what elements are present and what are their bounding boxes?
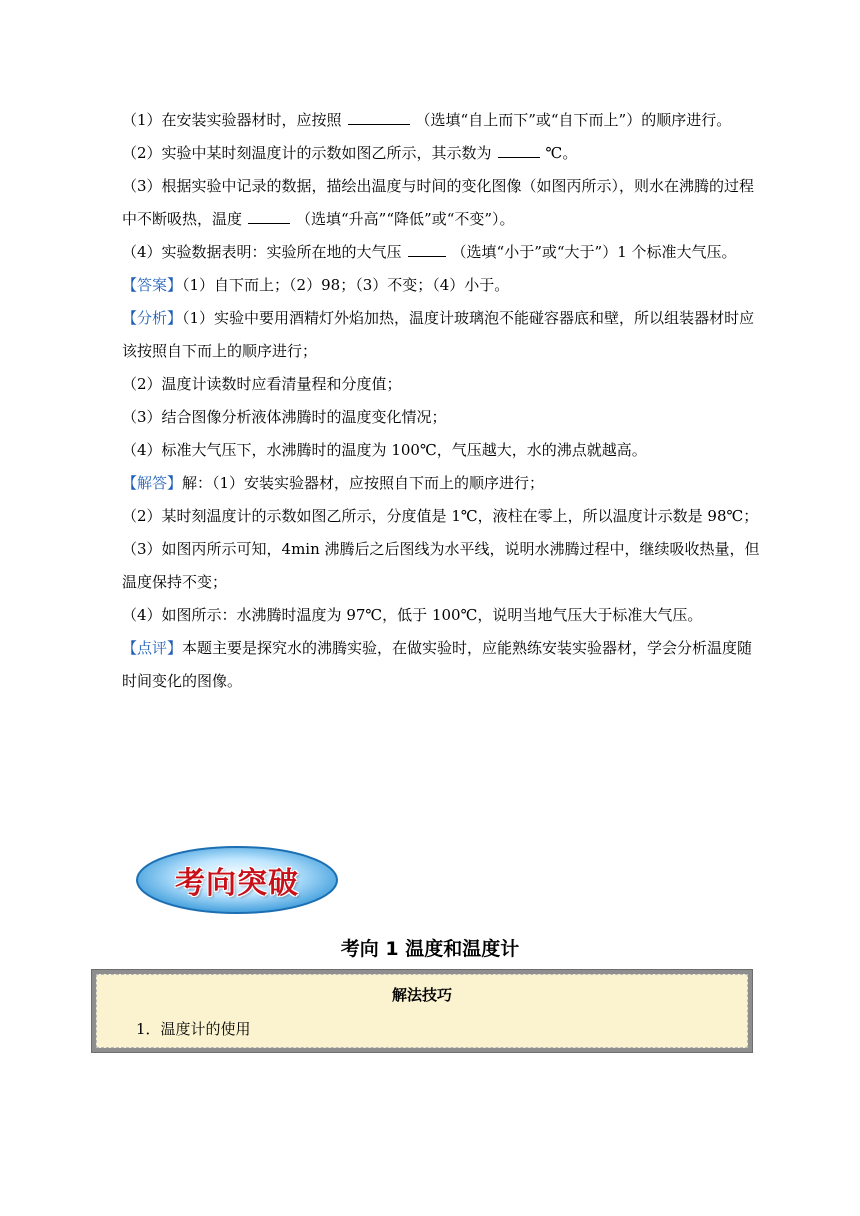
answer-blank — [248, 208, 290, 224]
answer-blank — [348, 109, 410, 125]
answer-blank — [408, 241, 446, 257]
answer-paragraph — [122, 269, 762, 302]
analysis-line: （2）温度计读数时应看清量程和分度值； — [122, 375, 402, 393]
question-3-hint: （选填“升高”“降低”或“不变”）。 — [296, 210, 515, 228]
solution-label: 【解答】 — [122, 474, 183, 492]
comment-text: 本题主要是探究水的沸腾实验，在做实验时，应能熟练安装实验器材，学会分析温度随时间变化的图像。 — [122, 639, 753, 690]
solution-line: 解：（1）安装实验器材，应按照自下而上的顺序进行； — [182, 474, 545, 492]
comment-label: 【点评】 — [122, 639, 183, 657]
question-4 — [122, 236, 762, 269]
badge-label: 考向突破 — [175, 866, 299, 901]
solution-line: （2）某时刻温度计的示数如图乙所示，分度值是 1℃，液柱在零上，所以温度计示数是 98℃； — [122, 507, 759, 525]
analysis-line: （4）标准大气压下，水沸腾时的温度为 100℃，气压越大，水的沸点就越高。 — [122, 441, 647, 459]
answer-label: 【答案】 — [122, 276, 183, 294]
tips-box — [92, 970, 752, 1052]
section-title: 考向 1 温度和温度计 — [340, 938, 520, 960]
question-2 — [122, 137, 762, 170]
question-4-text: （4）实验数据表明：实验所在地的大气压 — [122, 243, 402, 261]
tips-heading: 解法技巧 — [391, 986, 452, 1004]
question-4-hint: （选填“小于”或“大于”）1 个标准大气压。 — [451, 243, 737, 261]
analysis-paragraph — [122, 302, 762, 368]
question-3-text: （3）根据实验中记录的数据，描绘出温度与时间的变化图像（如图丙所示），则水在沸腾的过程中不断吸热，温度 — [122, 177, 755, 228]
analysis-line: （1）实验中要用酒精灯外焰加热，温度计玻璃泡不能碰容器底和壁，所以组装器材时应该按照自下而上的顺序进行； — [122, 309, 755, 360]
analysis-line: （3）结合图像分析液体沸腾时的温度变化情况； — [122, 408, 447, 426]
answer-text: （1）自下而上；（2）98；（3）不变；（4）小于。 — [182, 276, 510, 294]
solution-paragraph — [122, 467, 762, 500]
question-1 — [122, 104, 762, 137]
solution-line: （3）如图丙所示可知，4min 沸腾后之后图线为水平线，说明水沸腾过程中，继续吸收热量，但温度保持不变； — [122, 540, 760, 591]
answer-blank — [498, 142, 540, 158]
tips-item: 1．温度计的使用 — [136, 1020, 251, 1038]
analysis-label: 【分析】 — [122, 309, 183, 327]
section-badge — [135, 845, 339, 915]
solution-line: （4）如图所示：水沸腾时温度为 97℃，低于 100℃，说明当地气压大于标准大气压。 — [122, 606, 703, 624]
question-3 — [122, 170, 762, 236]
comment-paragraph — [122, 632, 762, 698]
question-1-hint: （选填“自上而下”或“自下而上”）的顺序进行。 — [415, 111, 732, 129]
question-2-text: （2）实验中某时刻温度计的示数如图乙所示，其示数为 — [122, 144, 492, 162]
document-body — [122, 104, 762, 698]
question-1-text: （1）在安装实验器材时，应按照 — [122, 111, 342, 129]
question-2-unit: ℃。 — [545, 144, 578, 162]
